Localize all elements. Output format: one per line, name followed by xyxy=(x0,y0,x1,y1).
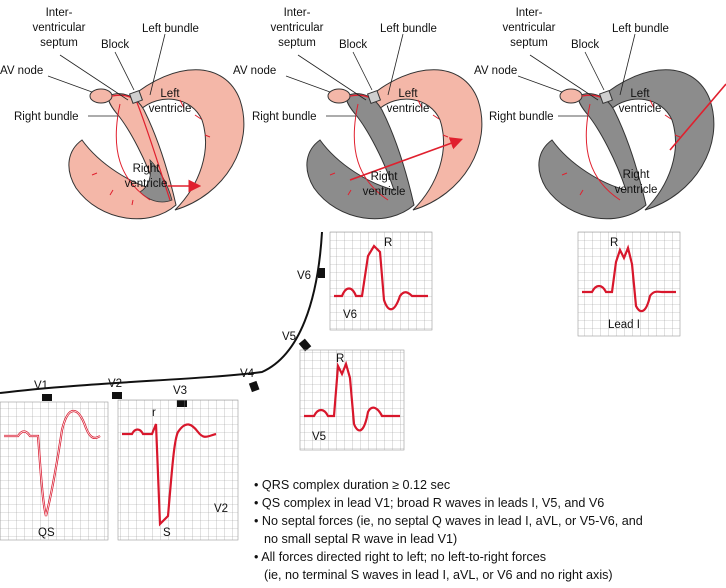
av-node-label: AV node xyxy=(474,65,518,77)
av-node xyxy=(560,89,582,103)
septum-label: Inter- xyxy=(515,7,543,19)
left-ventricle-label: Left xyxy=(630,88,650,100)
septum-label-2: ventricular xyxy=(270,22,324,34)
chest-contour xyxy=(0,232,322,393)
heart-1 xyxy=(0,7,244,219)
s-wave-label: S xyxy=(163,527,171,539)
qs-label: QS xyxy=(38,527,55,539)
block-label: Block xyxy=(339,39,368,51)
septum-label-3: septum xyxy=(510,37,548,49)
criterion-4-cont xyxy=(254,566,724,584)
left-ventricle-label-2: ventricle xyxy=(618,103,662,115)
septum-label: Inter- xyxy=(283,7,311,19)
right-ventricle-label-2: ventricle xyxy=(124,178,168,190)
block-label: Block xyxy=(571,39,600,51)
heart-3 xyxy=(474,7,726,219)
v2-strip-label: V2 xyxy=(214,503,229,515)
criterion-2: • QS complex in lead V1; broad R waves in leads I, V5, and V6 xyxy=(254,496,605,510)
lead-i-r-label: R xyxy=(610,237,619,249)
ecg-strip-v6 xyxy=(330,232,432,330)
ecg-strip-lead-i xyxy=(578,232,680,336)
right-ventricle-label: Right xyxy=(132,163,160,175)
criterion-3-cont xyxy=(254,530,724,548)
left-bundle-label: Left bundle xyxy=(612,23,669,35)
right-ventricle-label-2: ventricle xyxy=(614,184,658,196)
criterion-4: • All forces directed right to left; no left-to-right forces xyxy=(254,550,547,564)
criterion-3-text: No septal forces (ie, no septal Q waves in lead I, aVL, or V5-V6, and xyxy=(261,514,643,528)
criterion-2-text: QS complex in lead V1; broad R waves in leads I, V5, and V6 xyxy=(261,496,605,510)
criterion-1-text: QRS complex duration ≥ 0.12 sec xyxy=(261,478,451,492)
septum-label-2: ventricular xyxy=(502,22,556,34)
electrode-v2 xyxy=(112,392,122,399)
lead-v4-label: V4 xyxy=(240,368,255,380)
left-ventricle-label-2: ventricle xyxy=(386,103,430,115)
criterion-4-cont-text: (ie, no terminal S waves in lead I, aVL, or V6 and no right axis) xyxy=(264,568,613,582)
left-ventricle-label: Left xyxy=(398,88,418,100)
v5-r-label: R xyxy=(336,353,345,365)
criterion-3-cont-text: no small septal R wave in lead V1) xyxy=(264,532,458,546)
criterion-1: • QRS complex duration ≥ 0.12 sec xyxy=(254,478,451,492)
criterion-4-text: All forces directed right to left; no left-to-right forces xyxy=(261,550,547,564)
electrode-v1 xyxy=(42,394,52,401)
right-ventricle-label-2: ventricle xyxy=(362,186,406,198)
right-ventricle-label: Right xyxy=(370,171,398,183)
heart-2 xyxy=(233,7,482,219)
av-node xyxy=(328,89,350,103)
v5-strip-label: V5 xyxy=(312,431,327,443)
right-bundle-label: Right bundle xyxy=(489,111,554,123)
ecg-strip-v2 xyxy=(118,400,238,540)
right-ventricle-label: Right xyxy=(622,169,650,181)
av-node-label: AV node xyxy=(0,65,44,77)
left-bundle-label: Left bundle xyxy=(380,23,437,35)
block-label: Block xyxy=(101,39,130,51)
electrode-v5 xyxy=(299,339,312,352)
left-ventricle-label-2: ventricle xyxy=(148,103,192,115)
septum-label-3: septum xyxy=(40,37,78,49)
ecg-strip-v5 xyxy=(300,350,404,450)
septum-label-2: ventricular xyxy=(32,22,86,34)
lead-v3-label: V3 xyxy=(173,385,188,397)
septum-label-3: septum xyxy=(278,37,316,49)
lead-i-strip-label: Lead I xyxy=(608,319,640,331)
left-bundle-label: Left bundle xyxy=(142,23,199,35)
small-r-label: r xyxy=(152,407,156,419)
left-ventricle-label: Left xyxy=(160,88,180,100)
v6-r-label: R xyxy=(384,237,393,249)
septum-label: Inter- xyxy=(45,7,73,19)
right-bundle-label: Right bundle xyxy=(14,111,79,123)
lbbb-criteria xyxy=(254,476,724,584)
electrode-v4 xyxy=(249,381,260,392)
lead-v1-label: V1 xyxy=(34,380,49,392)
electrode-v6 xyxy=(318,268,325,278)
ecg-strip-v1 xyxy=(0,402,108,540)
lead-v2-label: V2 xyxy=(108,378,123,390)
lead-v5-label: V5 xyxy=(282,331,297,343)
v6-strip-label: V6 xyxy=(343,309,358,321)
av-node xyxy=(90,89,112,103)
right-bundle-label: Right bundle xyxy=(252,111,317,123)
lead-v6-label: V6 xyxy=(297,270,312,282)
av-node-label: AV node xyxy=(233,65,277,77)
criterion-3: • No septal forces (ie, no septal Q waves in lead I, aVL, or V5-V6, and xyxy=(254,514,643,528)
